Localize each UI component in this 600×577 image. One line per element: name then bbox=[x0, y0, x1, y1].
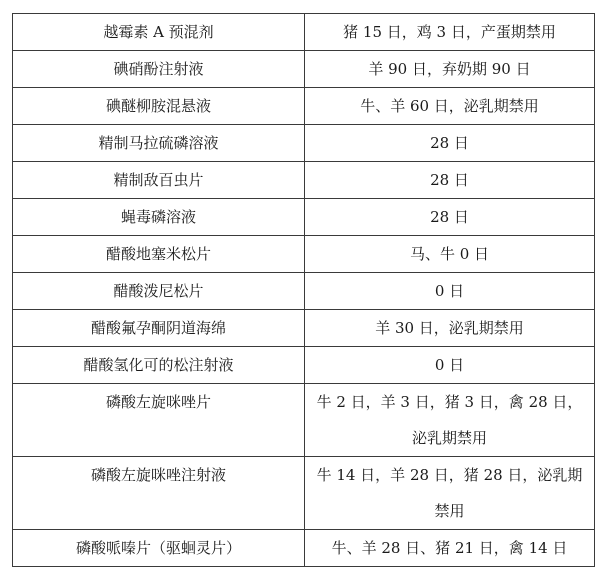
table-row bbox=[13, 530, 595, 567]
drug-name-cell: 磷酸左旋咪唑注射液 bbox=[13, 457, 305, 530]
drug-name-cell: 精制敌百虫片 bbox=[13, 162, 305, 199]
withdrawal-period-cell: 牛、羊 28 日、猪 21 日，禽 14 日 bbox=[305, 530, 595, 567]
drug-name-cell: 醋酸氟孕酮阴道海绵 bbox=[13, 310, 305, 347]
table-row bbox=[13, 88, 595, 125]
drug-name-cell: 越霉素 A 预混剂 bbox=[13, 14, 305, 51]
table-row bbox=[13, 236, 595, 273]
withdrawal-period-cell: 牛 14 日，羊 28 日，猪 28 日，泌乳期禁用 bbox=[305, 457, 595, 530]
withdrawal-period-cell: 马、牛 0 日 bbox=[305, 236, 595, 273]
drug-name-cell: 醋酸氢化可的松注射液 bbox=[13, 347, 305, 384]
withdrawal-period-cell: 0 日 bbox=[305, 347, 595, 384]
drug-name-cell: 精制马拉硫磷溶液 bbox=[13, 125, 305, 162]
withdrawal-period-cell: 28 日 bbox=[305, 125, 595, 162]
drug-name-cell: 醋酸泼尼松片 bbox=[13, 273, 305, 310]
withdrawal-period-cell: 牛 2 日，羊 3 日，猪 3 日，禽 28 日，泌乳期禁用 bbox=[305, 384, 595, 457]
withdrawal-period-cell: 猪 15 日，鸡 3 日，产蛋期禁用 bbox=[305, 14, 595, 51]
drug-name-cell: 蝇毒磷溶液 bbox=[13, 199, 305, 236]
withdrawal-period-table bbox=[12, 13, 595, 567]
table-row bbox=[13, 457, 595, 530]
drug-name-cell: 磷酸左旋咪唑片 bbox=[13, 384, 305, 457]
table-row bbox=[13, 162, 595, 199]
table-row bbox=[13, 310, 595, 347]
withdrawal-period-cell: 牛、羊 60 日，泌乳期禁用 bbox=[305, 88, 595, 125]
table-row bbox=[13, 125, 595, 162]
drug-name-cell: 碘硝酚注射液 bbox=[13, 51, 305, 88]
drug-name-cell: 碘醚柳胺混悬液 bbox=[13, 88, 305, 125]
drug-name-cell: 醋酸地塞米松片 bbox=[13, 236, 305, 273]
table-row bbox=[13, 14, 595, 51]
table-row bbox=[13, 51, 595, 88]
table-row bbox=[13, 347, 595, 384]
withdrawal-period-cell: 羊 30 日，泌乳期禁用 bbox=[305, 310, 595, 347]
drug-name-cell: 磷酸哌嗪片（驱蛔灵片） bbox=[13, 530, 305, 567]
table-row bbox=[13, 273, 595, 310]
withdrawal-period-cell: 28 日 bbox=[305, 199, 595, 236]
withdrawal-period-cell: 羊 90 日，弃奶期 90 日 bbox=[305, 51, 595, 88]
withdrawal-period-cell: 0 日 bbox=[305, 273, 595, 310]
withdrawal-period-cell: 28 日 bbox=[305, 162, 595, 199]
table-row bbox=[13, 199, 595, 236]
table-row bbox=[13, 384, 595, 457]
